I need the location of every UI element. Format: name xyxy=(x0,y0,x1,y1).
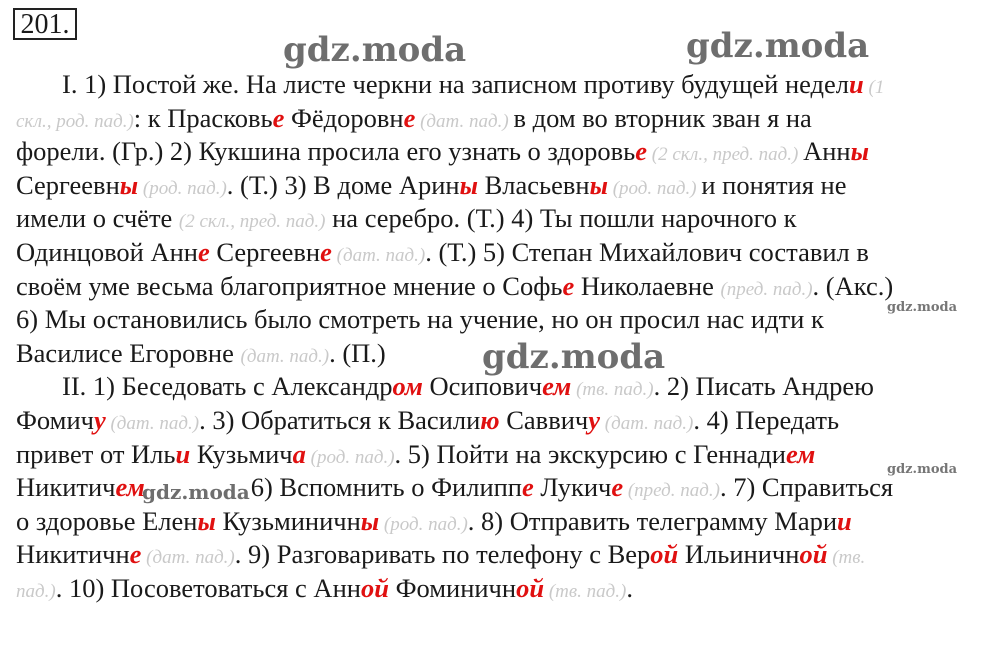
text-segment: Фомич xyxy=(16,404,94,435)
ending-highlight: е xyxy=(611,472,624,503)
text-segment: форели. (Гр.) 2) Кукшина просила его узнать о здоровь xyxy=(16,136,636,167)
text-segment: и понятия не xyxy=(701,169,847,200)
text-segment: Ильиничн xyxy=(678,539,800,570)
text-line xyxy=(16,202,996,236)
grammar-note: скл., род. пад.) xyxy=(16,110,134,132)
text-segment: . 5) Пойти на экскурсию с Геннади xyxy=(394,438,786,469)
ending-highlight: ы xyxy=(589,169,608,200)
text-segment: привет от Иль xyxy=(16,438,176,469)
exercise-text xyxy=(16,68,996,606)
grammar-note: (дат. пад.) xyxy=(415,110,514,132)
ending-highlight: ой xyxy=(650,539,679,570)
grammar-note: (дат. пад.) xyxy=(600,412,694,434)
grammar-note: (тв. xyxy=(827,547,866,569)
text-line xyxy=(16,135,996,169)
text-line xyxy=(16,538,996,572)
text-segment: . 9) Разговаривать по телефону с Вер xyxy=(234,539,651,570)
text-line xyxy=(16,337,996,371)
text-segment: Лукич xyxy=(533,472,612,503)
text-segment: . (Акс.) xyxy=(812,270,894,301)
text-segment: . (Т.) 3) В доме Арин xyxy=(226,169,460,200)
grammar-note: (род. пад.) xyxy=(607,177,702,199)
grammar-note: (пред. пад.) xyxy=(623,480,720,502)
watermark: gdz.moda xyxy=(887,462,958,477)
text-line xyxy=(16,102,996,136)
text-segment: . 10) Посоветоваться с Анн xyxy=(55,572,361,603)
ending-highlight: е xyxy=(272,102,285,133)
grammar-note: (род. пад.) xyxy=(305,446,395,468)
text-segment: I. 1) Постой же. На листе черкни на записном противу будущей недел xyxy=(62,69,850,99)
watermark: gdz.moda xyxy=(482,337,666,377)
text-segment: на серебро. (Т.) 4) Ты пошли нарочного к xyxy=(325,203,797,234)
text-line xyxy=(16,370,996,404)
text-segment: . 8) Отправить телеграмму Мари xyxy=(467,505,838,536)
ending-highlight: е xyxy=(562,270,575,301)
grammar-note: (род. пад.) xyxy=(379,513,468,535)
text-segment: Кузьминичн xyxy=(215,505,361,536)
text-segment: Одинцовой Анн xyxy=(16,236,198,267)
text-segment: . 4) Передать xyxy=(693,404,840,435)
ending-highlight: ем xyxy=(785,438,816,469)
text-segment xyxy=(145,472,251,502)
watermark: gdz.moda xyxy=(283,30,467,70)
ending-highlight: и xyxy=(175,438,191,469)
text-line xyxy=(16,438,996,472)
grammar-note: (2 скл., пред. пад.) xyxy=(178,211,326,233)
ending-highlight: и xyxy=(849,69,864,99)
text-segment: своём уме весьма благоприятное мнение о Софь xyxy=(16,270,563,301)
text-segment: Никитич xyxy=(16,472,116,503)
text-segment: Никитичн xyxy=(16,539,130,570)
ending-highlight: ом xyxy=(392,371,423,402)
text-line xyxy=(16,404,996,438)
ending-highlight: ы xyxy=(197,505,216,536)
text-segment: . 2) Писать Андрею xyxy=(653,371,874,402)
text-segment: Сергеевн xyxy=(209,236,321,267)
ending-highlight: ю xyxy=(480,404,500,435)
text-segment: Фёдоровн xyxy=(284,102,404,133)
ending-highlight: ой xyxy=(799,539,828,570)
grammar-note: (1 xyxy=(863,77,885,98)
watermark: gdz.moda xyxy=(142,480,250,504)
ending-highlight: у xyxy=(588,404,600,435)
text-segment: 6) Вспомнить о Филипп xyxy=(250,472,522,503)
text-segment: Анн xyxy=(803,136,851,167)
watermark: gdz.moda xyxy=(887,300,958,315)
ending-highlight: е xyxy=(403,102,416,133)
ending-highlight: ы xyxy=(360,505,380,536)
text-segment: . 7) Справиться xyxy=(719,472,894,503)
ending-highlight: ой xyxy=(516,572,545,603)
ending-highlight: а xyxy=(292,438,306,469)
text-line xyxy=(16,505,996,539)
grammar-note: (род. пад.) xyxy=(138,177,227,199)
text-line xyxy=(16,68,996,102)
text-line xyxy=(16,471,996,505)
text-segment: Кузьмич xyxy=(190,438,293,469)
grammar-note: (дат. пад.) xyxy=(331,244,426,266)
text-line xyxy=(16,169,996,203)
grammar-note: (2 скл., пред. пад.) xyxy=(647,144,804,166)
exercise-number: 201. xyxy=(13,8,77,40)
text-segment: : к Прасковь xyxy=(133,102,273,133)
text-segment: . xyxy=(626,572,633,603)
text-segment: имели о счёте xyxy=(16,203,179,234)
grammar-note: (пред. пад.) xyxy=(720,278,813,300)
watermark: gdz.moda xyxy=(686,26,870,66)
text-line xyxy=(16,236,996,270)
ending-highlight: е xyxy=(320,236,332,267)
text-segment: Сергеевн xyxy=(16,169,120,200)
text-segment: Николаевне xyxy=(574,270,721,301)
ending-highlight: ой xyxy=(360,572,389,603)
ending-highlight: ы xyxy=(119,169,139,200)
grammar-note: (тв. пад.) xyxy=(544,580,627,602)
grammar-note: (дат. пад.) xyxy=(240,345,330,367)
ending-highlight: у xyxy=(93,404,106,435)
text-segment: 6) Мы остановились было смотреть на учение, но он просил нас идти к xyxy=(16,304,824,335)
text-segment: II. 1) Беседовать с Александр xyxy=(62,371,393,402)
ending-highlight: ы xyxy=(459,169,478,200)
ending-highlight: ем xyxy=(542,371,572,402)
text-segment: в дом во вторник зван я на xyxy=(513,102,812,133)
text-line xyxy=(16,572,996,606)
text-line xyxy=(16,270,996,304)
ending-highlight: е xyxy=(635,136,648,167)
text-segment: Василисе Егоровне xyxy=(16,337,241,368)
ending-highlight: и xyxy=(837,505,852,536)
text-segment: . (Т.) 5) Степан Михайлович составил в xyxy=(425,236,869,267)
text-segment: . 3) Обратиться к Васили xyxy=(199,404,481,435)
grammar-note: (тв. пад.) xyxy=(571,379,654,401)
ending-highlight: е xyxy=(197,236,210,267)
ending-highlight: ы xyxy=(850,136,870,167)
grammar-note: (дат. пад.) xyxy=(141,547,235,569)
ending-highlight: е xyxy=(521,472,534,503)
text-segment: Осипович xyxy=(422,371,543,402)
text-line xyxy=(16,303,996,337)
text-segment: Саввич xyxy=(499,404,589,435)
text-segment: Фоминичн xyxy=(388,572,517,603)
text-segment: о здоровье Елен xyxy=(16,505,198,536)
grammar-note: (дат. пад.) xyxy=(105,412,200,434)
grammar-note: пад.) xyxy=(16,580,56,602)
ending-highlight: е xyxy=(129,539,142,570)
text-segment: . (П.) xyxy=(329,337,386,368)
text-segment: Власьевн xyxy=(478,169,590,200)
ending-highlight: ем xyxy=(115,472,145,503)
